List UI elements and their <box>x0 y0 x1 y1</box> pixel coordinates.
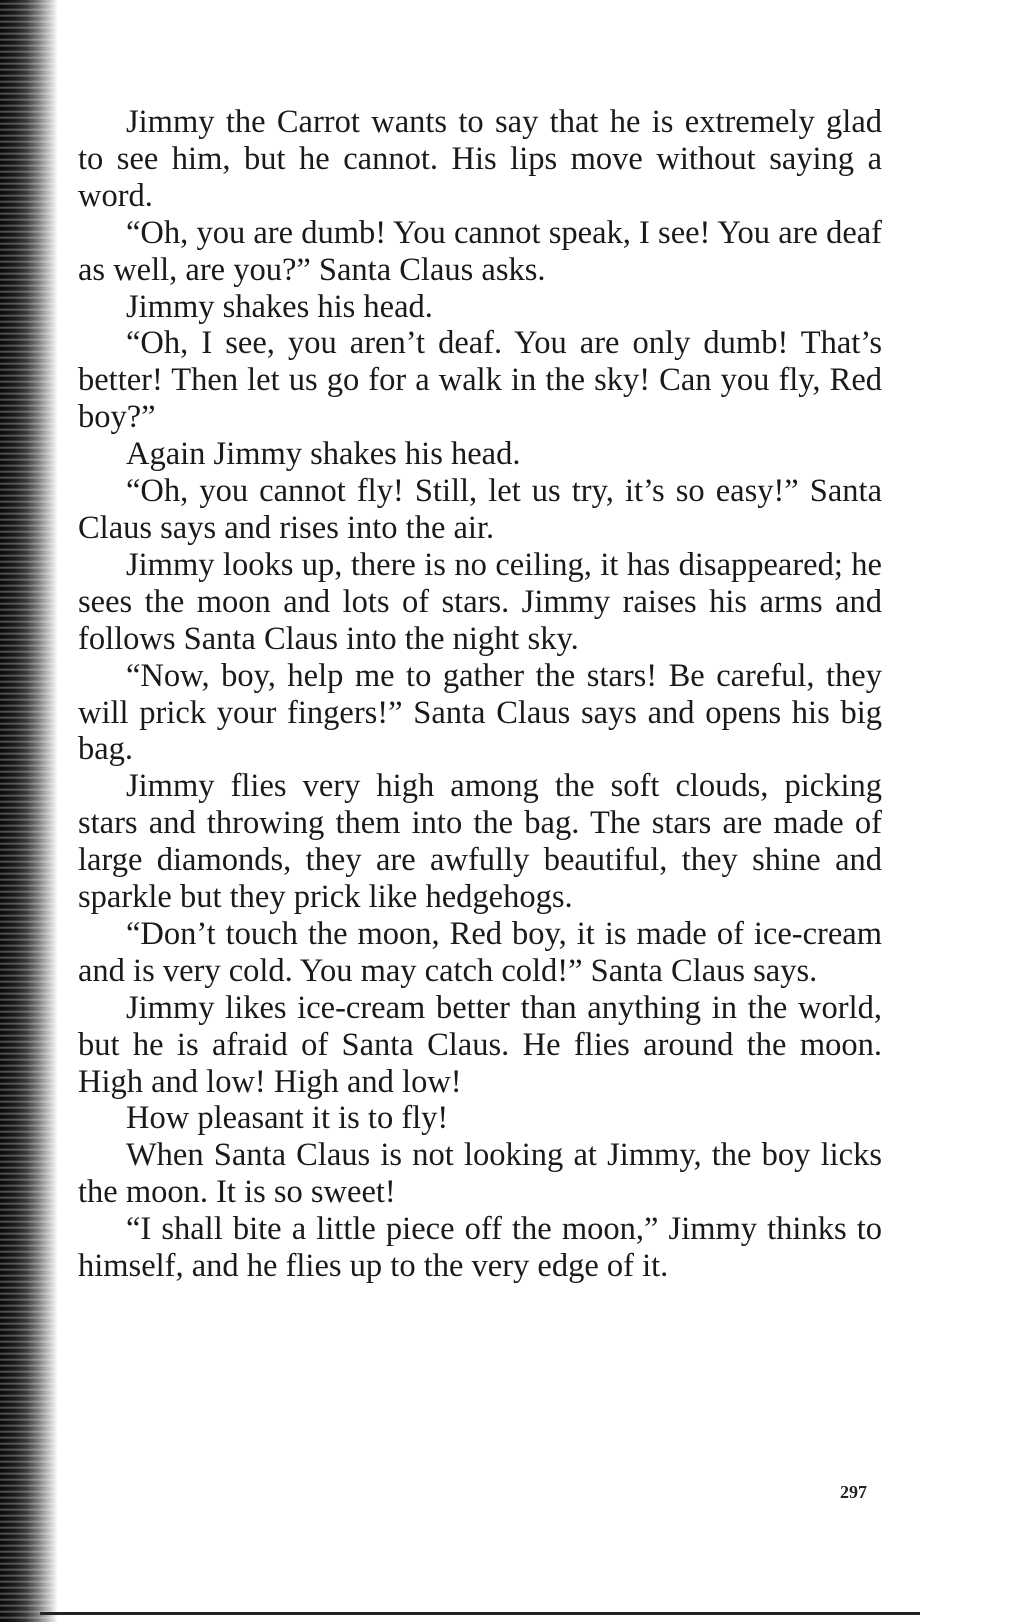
paragraph: “Don’t touch the moon, Red boy, it is made of ice-cream and is very cold. You may catch cold!” Santa Claus says. <box>78 915 882 989</box>
paragraph: “Oh, you are dumb! You cannot speak, I see! You are deaf as well, are you?” Santa Claus asks. <box>78 214 882 288</box>
binding-edge <box>0 0 58 1622</box>
page-bottom-edge <box>40 1612 920 1615</box>
paragraph: Jimmy the Carrot wants to say that he is extremely glad to see him, but he cannot. His lips move without saying a word. <box>78 104 882 214</box>
body-text <box>78 104 882 1285</box>
paragraph: “Now, boy, help me to gather the stars! Be careful, they will prick your fingers!” Santa Claus says and opens his big bag. <box>78 657 882 768</box>
paragraph: “Oh, I see, you aren’t deaf. You are only dumb! That’s better! Then let us go for a walk in the sky! Can you fly, Red boy?” <box>78 325 882 436</box>
paragraph: “I shall bite a little piece off the moon,” Jimmy thinks to himself, and he flies up to the very edge of it. <box>78 1211 882 1285</box>
paragraph: Jimmy likes ice-cream better than anything in the world, but he is afraid of Santa Claus. He flies around the moon. High and low! High and low! <box>78 989 882 1100</box>
paragraph: “Oh, you cannot fly! Still, let us try, it’s so easy!” Santa Claus says and rises into the air. <box>78 473 882 546</box>
paragraph: How pleasant it is to fly! <box>126 1100 449 1137</box>
paragraph: Again Jimmy shakes his head. <box>126 436 521 473</box>
paragraph: Jimmy flies very high among the soft clouds, picking stars and throwing them into the bag. The stars are made of large diamonds, they are awfully beautiful, they shine and sparkle but they prick like hedgehogs. <box>78 768 882 916</box>
paragraph: When Santa Claus is not looking at Jimmy, the boy licks the moon. It is so sweet! <box>78 1137 882 1211</box>
paragraph: Jimmy looks up, there is no ceiling, it has disappeared; he sees the moon and lots of stars. Jimmy raises his arms and follows Santa Claus into the night sky. <box>78 546 882 657</box>
paragraph: Jimmy shakes his head. <box>126 288 433 325</box>
page-number: 297 <box>840 1482 867 1502</box>
